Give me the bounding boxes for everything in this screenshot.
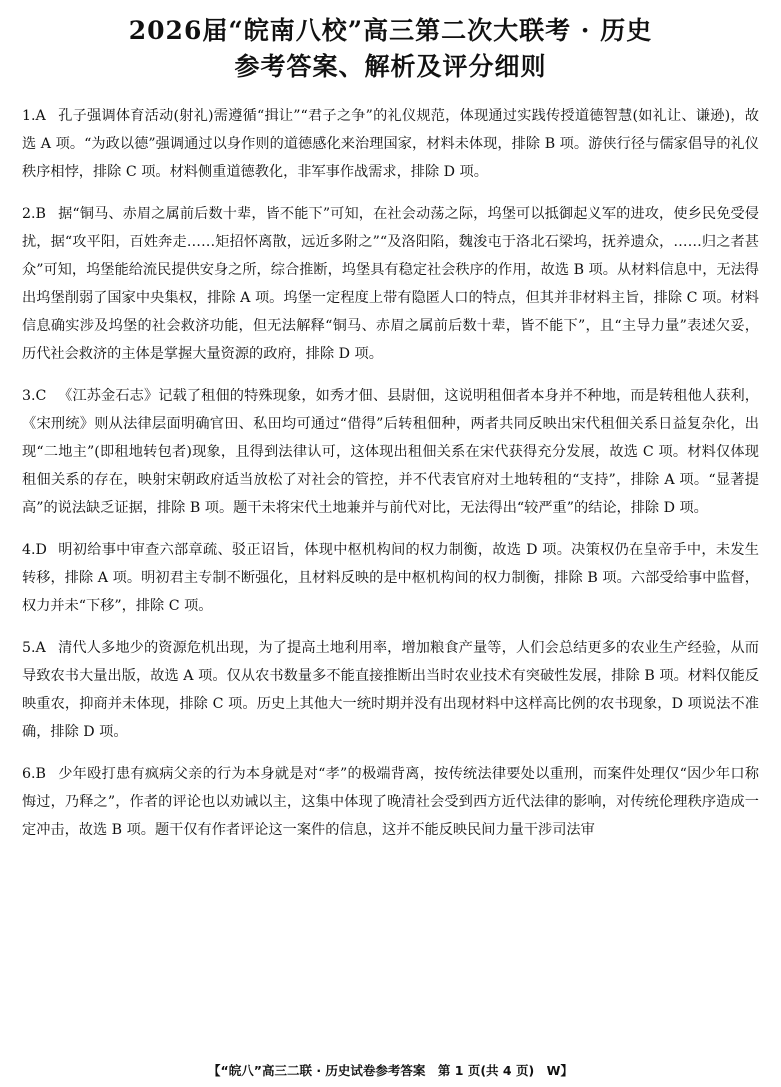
answer-paragraph — [22, 102, 759, 186]
answer-number: 4.D — [22, 542, 47, 558]
answer-paragraph — [22, 760, 759, 844]
answer-item-3 — [22, 382, 759, 522]
answer-number: 1.A — [22, 108, 46, 124]
answer-paragraph — [22, 200, 759, 368]
answer-number: 6.B — [22, 766, 46, 782]
answer-paragraph — [22, 634, 759, 746]
answer-paragraph — [22, 382, 759, 522]
answer-item-5 — [22, 634, 759, 746]
answer-number: 5.A — [22, 640, 46, 656]
answer-item-2 — [22, 200, 759, 368]
answer-item-6 — [22, 760, 759, 844]
answer-number: 3.C — [22, 388, 47, 404]
document-subtitle: 参考答案、解析及评分细则 — [234, 52, 547, 81]
answer-number: 2.B — [22, 206, 46, 222]
answer-item-1 — [22, 102, 759, 186]
answer-paragraph — [22, 536, 759, 620]
answer-text: 据“铜马、赤眉之属前后数十辈，皆不能下”可知，在社会动荡之际，坞堡可以抵御起义军的进攻，使乡民免受侵扰，据“攻平阳，百姓奔走……矩招怀离散，远近多附之”“及洛阳陷，魏浚屯于洛北石梁坞，抚养遗众，……归之者甚众”可知，坞堡能给流民提供安身之所，综合推断，坞堡具有稳定社会秩序的作用，故选 B 项。从材料信息中，无法得出坞堡削弱了国家中央集权，排除 A 项。坞堡一定程度上带有隐匿人口的特点，但其并非材料主旨，排除 C 项。材料信息确实涉及坞堡的社会救济功能，但无法解释“铜马、赤眉之属前后数十辈，皆不能下”，且“主导力量”表述欠妥，历代社会救济的主体是掌握大量资源的政府，排除 D 项。 — [22, 206, 759, 362]
document-title: 2026届“皖南八校”高三第二次大联考 · 历史 — [128, 16, 653, 45]
answer-text: 《江苏金石志》记载了租佃的特殊现象，如秀才佃、县尉佃，这说明租佃者本身并不种地，而是转租他人获利，《宋刑统》则从法律层面明确官田、私田均可通过“借得”后转租佃种，两者共同反映出宋代租佃关系日益复杂化，出现“二地主”(即租地转包者)现象，且得到法律认可，这体现出租佃关系在宋代获得充分发展，故选 C 项。材料仅体现租佃关系的存在，映射宋朝政府适当放松了对社会的管控，并不代表官府对土地转租的“支持”，排除 A 项。“显著提高”的说法缺乏证据，排除 B 项。题干未将宋代土地兼并与前代对比，无法得出“较严重”的结论，排除 D 项。 — [22, 388, 759, 516]
answer-text: 孔子强调体育活动(射礼)需遵循“揖让”“君子之争”的礼仪规范，体现通过实践传授道德智慧(如礼让、谦逊)，故选 A 项。“为政以德”强调通过以身作则的道德感化来治理国家，材料未体现，排除 B 项。游侠行径与儒家倡导的礼仪秩序相悖，排除 C 项。材料侧重道德教化，非军事作战需求，排除 D 项。 — [22, 108, 759, 180]
page-footer: 【“皖八”高三二联 · 历史试卷参考答案 第 1 页(共 4 页) W】 — [208, 1063, 573, 1078]
answer-text: 明初给事中审查六部章疏、驳正诏旨，体现中枢机构间的权力制衡，故选 D 项。决策权仍在皇帝手中，未发生转移，排除 A 项。明初君主专制不断强化，且材料反映的是中枢机构间的权力制衡，排除 B 项。六部受给事中监督，权力并未“下移”，排除 C 项。 — [22, 542, 759, 614]
answer-text: 少年殴打患有疯病父亲的行为本身就是对“孝”的极端背离，按传统法律要处以重刑，而案件处理仅“因少年口称悔过，乃释之”，作者的评论也以劝诫以主，这集中体现了晚清社会受到西方近代法律的影响，对传统伦理秩序造成一定冲击，故选 B 项。题干仅有作者评论这一案件的信息，这并不能反映民间力量干涉司法审 — [22, 766, 759, 838]
answer-item-4 — [22, 536, 759, 620]
answer-text: 清代人多地少的资源危机出现，为了提高土地利用率，增加粮食产量等，人们会总结更多的农业生产经验，从而导致农书大量出版，故选 A 项。仅从农书数量多不能直接推断出当时农业技术有突破性发展，排除 B 项。材料仅能反映重农，抑商并未体现，排除 C 项。历史上其他大一统时期并没有出现材料中这样高比例的农书现象，D 项说法不准确，排除 D 项。 — [22, 640, 759, 740]
